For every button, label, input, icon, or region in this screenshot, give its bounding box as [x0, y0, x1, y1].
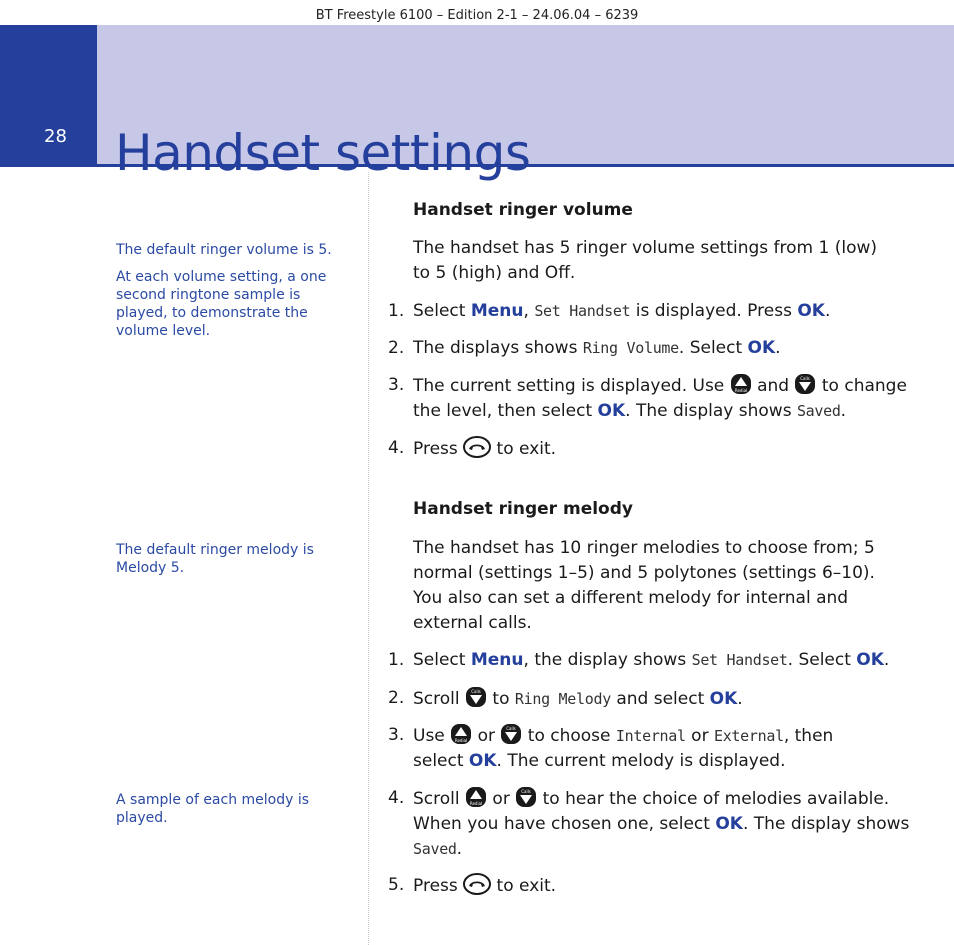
edition-line: BT Freestyle 6100 – Edition 2-1 – 24.06.04 – 6239	[315, 8, 639, 23]
svg-text:Calls: Calls	[800, 376, 811, 381]
melody-step-5: 5. Press to exit.	[388, 875, 557, 896]
down-calls-key-icon	[465, 686, 487, 708]
melody-step-2: 2. Scroll Calls to Ring Melody and select OK.	[388, 688, 743, 709]
svg-text:Calls: Calls	[471, 689, 481, 694]
column-divider	[368, 172, 369, 945]
volume-step-1: 1. Select Menu, Set Handset is displayed. Press OK.	[388, 301, 831, 321]
svg-text:Calls: Calls	[521, 789, 531, 794]
down-calls-key-icon	[500, 723, 522, 745]
volume-step-4: 4. Press to exit.	[388, 438, 557, 459]
volume-step-3: 3. The current setting is displayed. Use Redial and Calls to change the level, then select OK. The display shows Saved.	[388, 375, 907, 421]
up-redial-key-icon	[450, 723, 472, 745]
note-melody-sample: A sample of each melody is played.	[116, 792, 310, 826]
down-calls-key-icon	[515, 786, 537, 808]
heading-ringer-melody: Handset ringer melody	[413, 499, 633, 519]
volume-step-2: 2. The displays shows Ring Volume. Select OK.	[388, 338, 781, 358]
svg-text:Redial: Redial	[734, 388, 747, 393]
end-call-key-icon	[463, 873, 491, 895]
down-calls-key-icon	[794, 373, 816, 395]
note-volume-default: The default ringer volume is 5.	[116, 242, 332, 258]
page-title: Handset settings	[115, 123, 531, 182]
melody-step-3: 3. Use Redial or Calls to choose Internal or External, then select OK. The current melody is displayed.	[388, 725, 834, 771]
svg-text:Redial: Redial	[455, 738, 468, 743]
up-redial-key-icon	[465, 786, 487, 808]
up-redial-key-icon	[730, 373, 752, 395]
melody-intro: The handset has 10 ringer melodies to choose from; 5 normal (settings 1–5) and 5 polytones (settings 6–10). You also can set a different melody for internal and external calls.	[413, 538, 875, 633]
note-melody-default: The default ringer melody is Melody 5.	[116, 542, 314, 576]
melody-step-4: 4. Scroll Redial or Calls to hear the choice of melodies available. When you have chosen one, select OK. The display shows Saved.	[388, 788, 910, 859]
note-volume-sample: At each volume setting, a one second ringtone sample is played, to demonstrate the volume level.	[116, 269, 327, 339]
volume-intro: The handset has 5 ringer volume settings from 1 (low) to 5 (high) and Off.	[413, 238, 878, 283]
heading-ringer-volume: Handset ringer volume	[413, 200, 633, 220]
page-number: 28	[44, 126, 67, 147]
melody-step-1: 1. Select Menu, the display shows Set Handset. Select OK.	[388, 650, 890, 670]
end-call-key-icon	[463, 436, 491, 458]
svg-text:Calls: Calls	[506, 726, 517, 731]
svg-text:Redial: Redial	[469, 801, 483, 806]
